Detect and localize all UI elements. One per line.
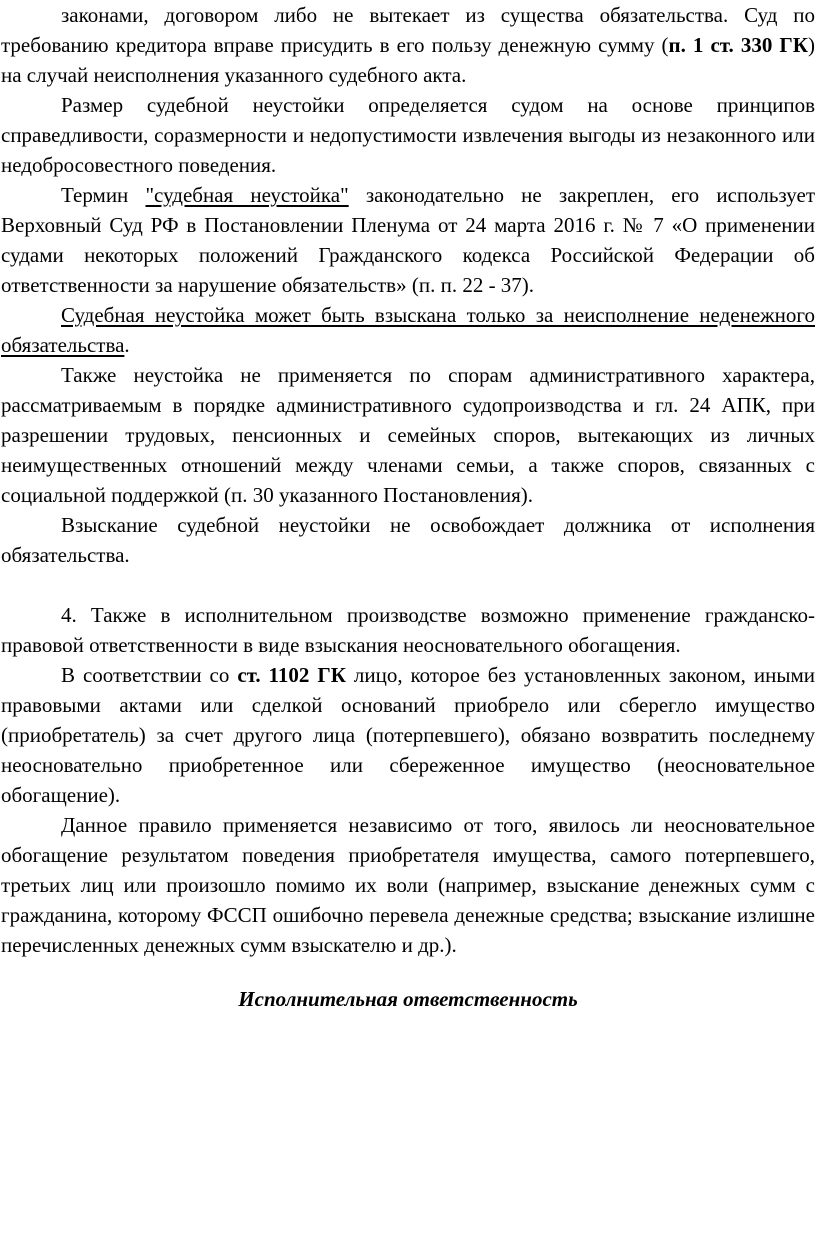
paragraph-rule-application	[1, 810, 815, 960]
paragraph-text: законами, договором либо не вытекает из существа обязательства. Суд по требованию кредитора вправе присудить в его пользу денежную сумму (	[1, 3, 815, 57]
paragraph-text: лицо, которое без установленных законом, иными правовыми актами или сделкой оснований приобрело или сберегло имущество (приобретатель) за счет другого лица (потерпевшего), обязано возвратить последнему неосновательно приобретенное или сбереженное имущество (неосновательное обогащение).	[1, 663, 815, 807]
paragraph-point-4	[1, 600, 815, 660]
paragraph-text: В соответствии со	[61, 663, 238, 687]
paragraph-gap	[1, 570, 815, 600]
legal-reference-bold: ст. 1102 ГК	[237, 663, 346, 687]
underlined-statement: Судебная неустойка может быть взыскана только за неисполнение неденежного обязательства	[1, 303, 815, 357]
paragraph-text: Данное правило применяется независимо от того, явилось ли неосновательное обогащение результатом поведения приобретателя имущества, самого потерпевшего, третьих лиц или произошло помимо их воли (например, взыскание денежных сумм с гражданина, которому ФССП ошибочно перевела денежные средства; взыскание излишне перечисленных денежных сумм взыскателю и др.).	[1, 813, 815, 957]
paragraph-debtor-obligation	[1, 510, 815, 570]
paragraph-text: законодательно не закреплен, его использует Верховный Суд РФ в Постановлении Пленума от 24 марта 2016 г. № 7 «О применении судами некоторых положений Гражданского кодекса Российской Федерации об ответственности за нарушение обязательств» (п. п. 22 - 37).	[1, 183, 816, 297]
paragraph-text: ) на случай неисполнения указанного судебного акта.	[1, 33, 815, 87]
paragraph-text: Взыскание судебной неустойки не освобождает должника от исполнения обязательства.	[1, 513, 815, 567]
paragraph-text: .	[124, 333, 130, 357]
paragraph-non-monetary	[1, 300, 815, 360]
underlined-term: "судебная неустойка"	[145, 183, 349, 207]
legal-reference-bold: п. 1 ст. 330 ГК	[668, 33, 808, 57]
paragraph-article-1102	[1, 660, 815, 810]
paragraph-text: 4. Также в исполнительном производстве возможно применение гражданско-правовой ответственности в виде взыскания неосновательного обогащения.	[1, 603, 815, 657]
paragraph-term-definition	[1, 180, 815, 300]
heading-gap	[1, 960, 815, 984]
paragraph-continuation	[1, 0, 815, 90]
paragraph-text: Также неустойка не применяется по спорам административного характера, рассматриваемым в порядке административного судопроизводства и гл. 24 АПК, при разрешении трудовых, пенсионных и семейных споров, вытекающих из личных неимущественных отношений между членами семьи, а также споров, связанных с социальной поддержкой (п. 30 указанного Постановления).	[1, 363, 815, 507]
paragraph-text: Размер судебной неустойки определяется судом на основе принципов справедливости, соразмерности и недопустимости извлечения выгоды из незаконного или недобросовестного поведения.	[1, 93, 815, 177]
section-heading: Исполнительная ответственность	[238, 987, 578, 1011]
paragraph-penalty-size	[1, 90, 815, 180]
paragraph-text: Термин	[61, 183, 146, 207]
paragraph-exceptions	[1, 360, 815, 510]
